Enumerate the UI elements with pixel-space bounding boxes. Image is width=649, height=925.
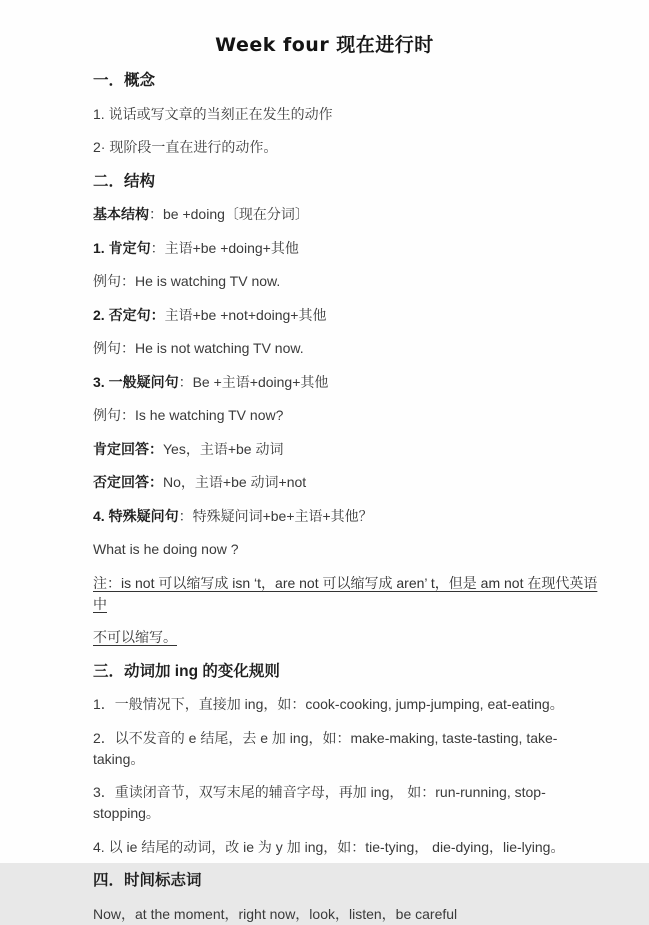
paragraph (93, 837, 607, 858)
text-run: 注：is not 可以缩写成 isn ‘t，are not 可以缩写成 aren’ t，但是 am not 在现代英语中 (93, 574, 598, 612)
document-body (0, 70, 649, 925)
text-run: 不可以缩写。 (93, 629, 177, 645)
note-line (93, 573, 607, 615)
paragraph (93, 694, 607, 715)
text-run: 2．以不发音的 e 结尾，去 e 加 ing，如：make-making, taste-tasting, take-taking。 (93, 729, 558, 767)
text-run: 例句：He is not watching TV now. (93, 340, 304, 356)
text-run-bold: 4. 特殊疑问句 (93, 507, 179, 524)
text-run-bold: 一．概念 (93, 72, 156, 89)
text-run: Yes，主语+be 动词 (163, 440, 284, 457)
text-run: 例句：He is watching TV now. (93, 273, 281, 289)
text-run: 3．重读闭音节，双写末尾的辅音字母，再加 ing， 如：run-running, stop-stopping。 (93, 784, 546, 821)
paragraph (93, 271, 607, 292)
paragraph (93, 506, 607, 527)
paragraph (93, 204, 607, 225)
text-run: What is he doing now ? (93, 541, 239, 557)
paragraph (93, 728, 607, 770)
page-title: Week four 现在进行时 (215, 34, 434, 56)
text-run-bold: 三．动词加 ing 的变化规则 (93, 662, 280, 680)
text-run: 例句：Is he watching TV now? (93, 407, 284, 423)
text-run-bold: 肯定回答： (93, 440, 163, 457)
text-run: ：Be +主语+doing+其他 (178, 373, 329, 390)
section-heading (93, 171, 607, 192)
text-run-bold: 3. 一般疑问句 (93, 373, 179, 390)
paragraph (93, 137, 607, 158)
text-run-bold: 2. 否定句： (93, 306, 165, 323)
note-line (93, 627, 607, 648)
paragraph (93, 238, 607, 259)
text-run: 2· 现阶段一直在进行的动作。 (93, 139, 278, 155)
paragraph (93, 539, 607, 560)
text-run: ：be +doing〔现在分词〕 (149, 206, 309, 222)
paragraph (93, 904, 607, 925)
text-run: No，主语+be 动词+not (163, 474, 307, 490)
paragraph (93, 439, 607, 460)
paragraph (93, 305, 607, 326)
text-run-bold: 1. 肯定句 (93, 239, 151, 256)
text-run-bold: 基本结构 (93, 206, 149, 222)
section-heading (93, 870, 607, 891)
text-run: 主语+be +not+doing+其他 (164, 306, 327, 323)
text-run: 1. 说话或写文章的当刻正在发生的动作 (93, 105, 333, 122)
text-run: 4. 以 ie 结尾的动词，改 ie 为 y 加 ing，如：tie-tying， die-dying，lie-lying。 (93, 838, 565, 855)
section-heading (93, 661, 607, 682)
section-heading (93, 70, 607, 91)
paragraph (93, 472, 607, 493)
paragraph (93, 372, 607, 393)
paragraph (93, 405, 607, 426)
text-run-bold: 四．时间标志词 (93, 872, 202, 889)
text-run: ：主语+be +doing+其他 (150, 239, 299, 256)
paragraph (93, 338, 607, 359)
text-run: 1．一般情况下，直接加 ing，如：cook-cooking, jump-jumping, eat-eating。 (93, 696, 564, 712)
paragraph (93, 782, 607, 824)
paragraph (93, 104, 607, 125)
text-run-bold: 否定回答： (93, 474, 163, 490)
text-run: ：特殊疑问词+be+主语+其他？ (178, 507, 373, 524)
text-run: Now，at the moment，right now，look，listen，be careful (93, 905, 458, 922)
text-run-bold: 二．结构 (93, 172, 156, 190)
